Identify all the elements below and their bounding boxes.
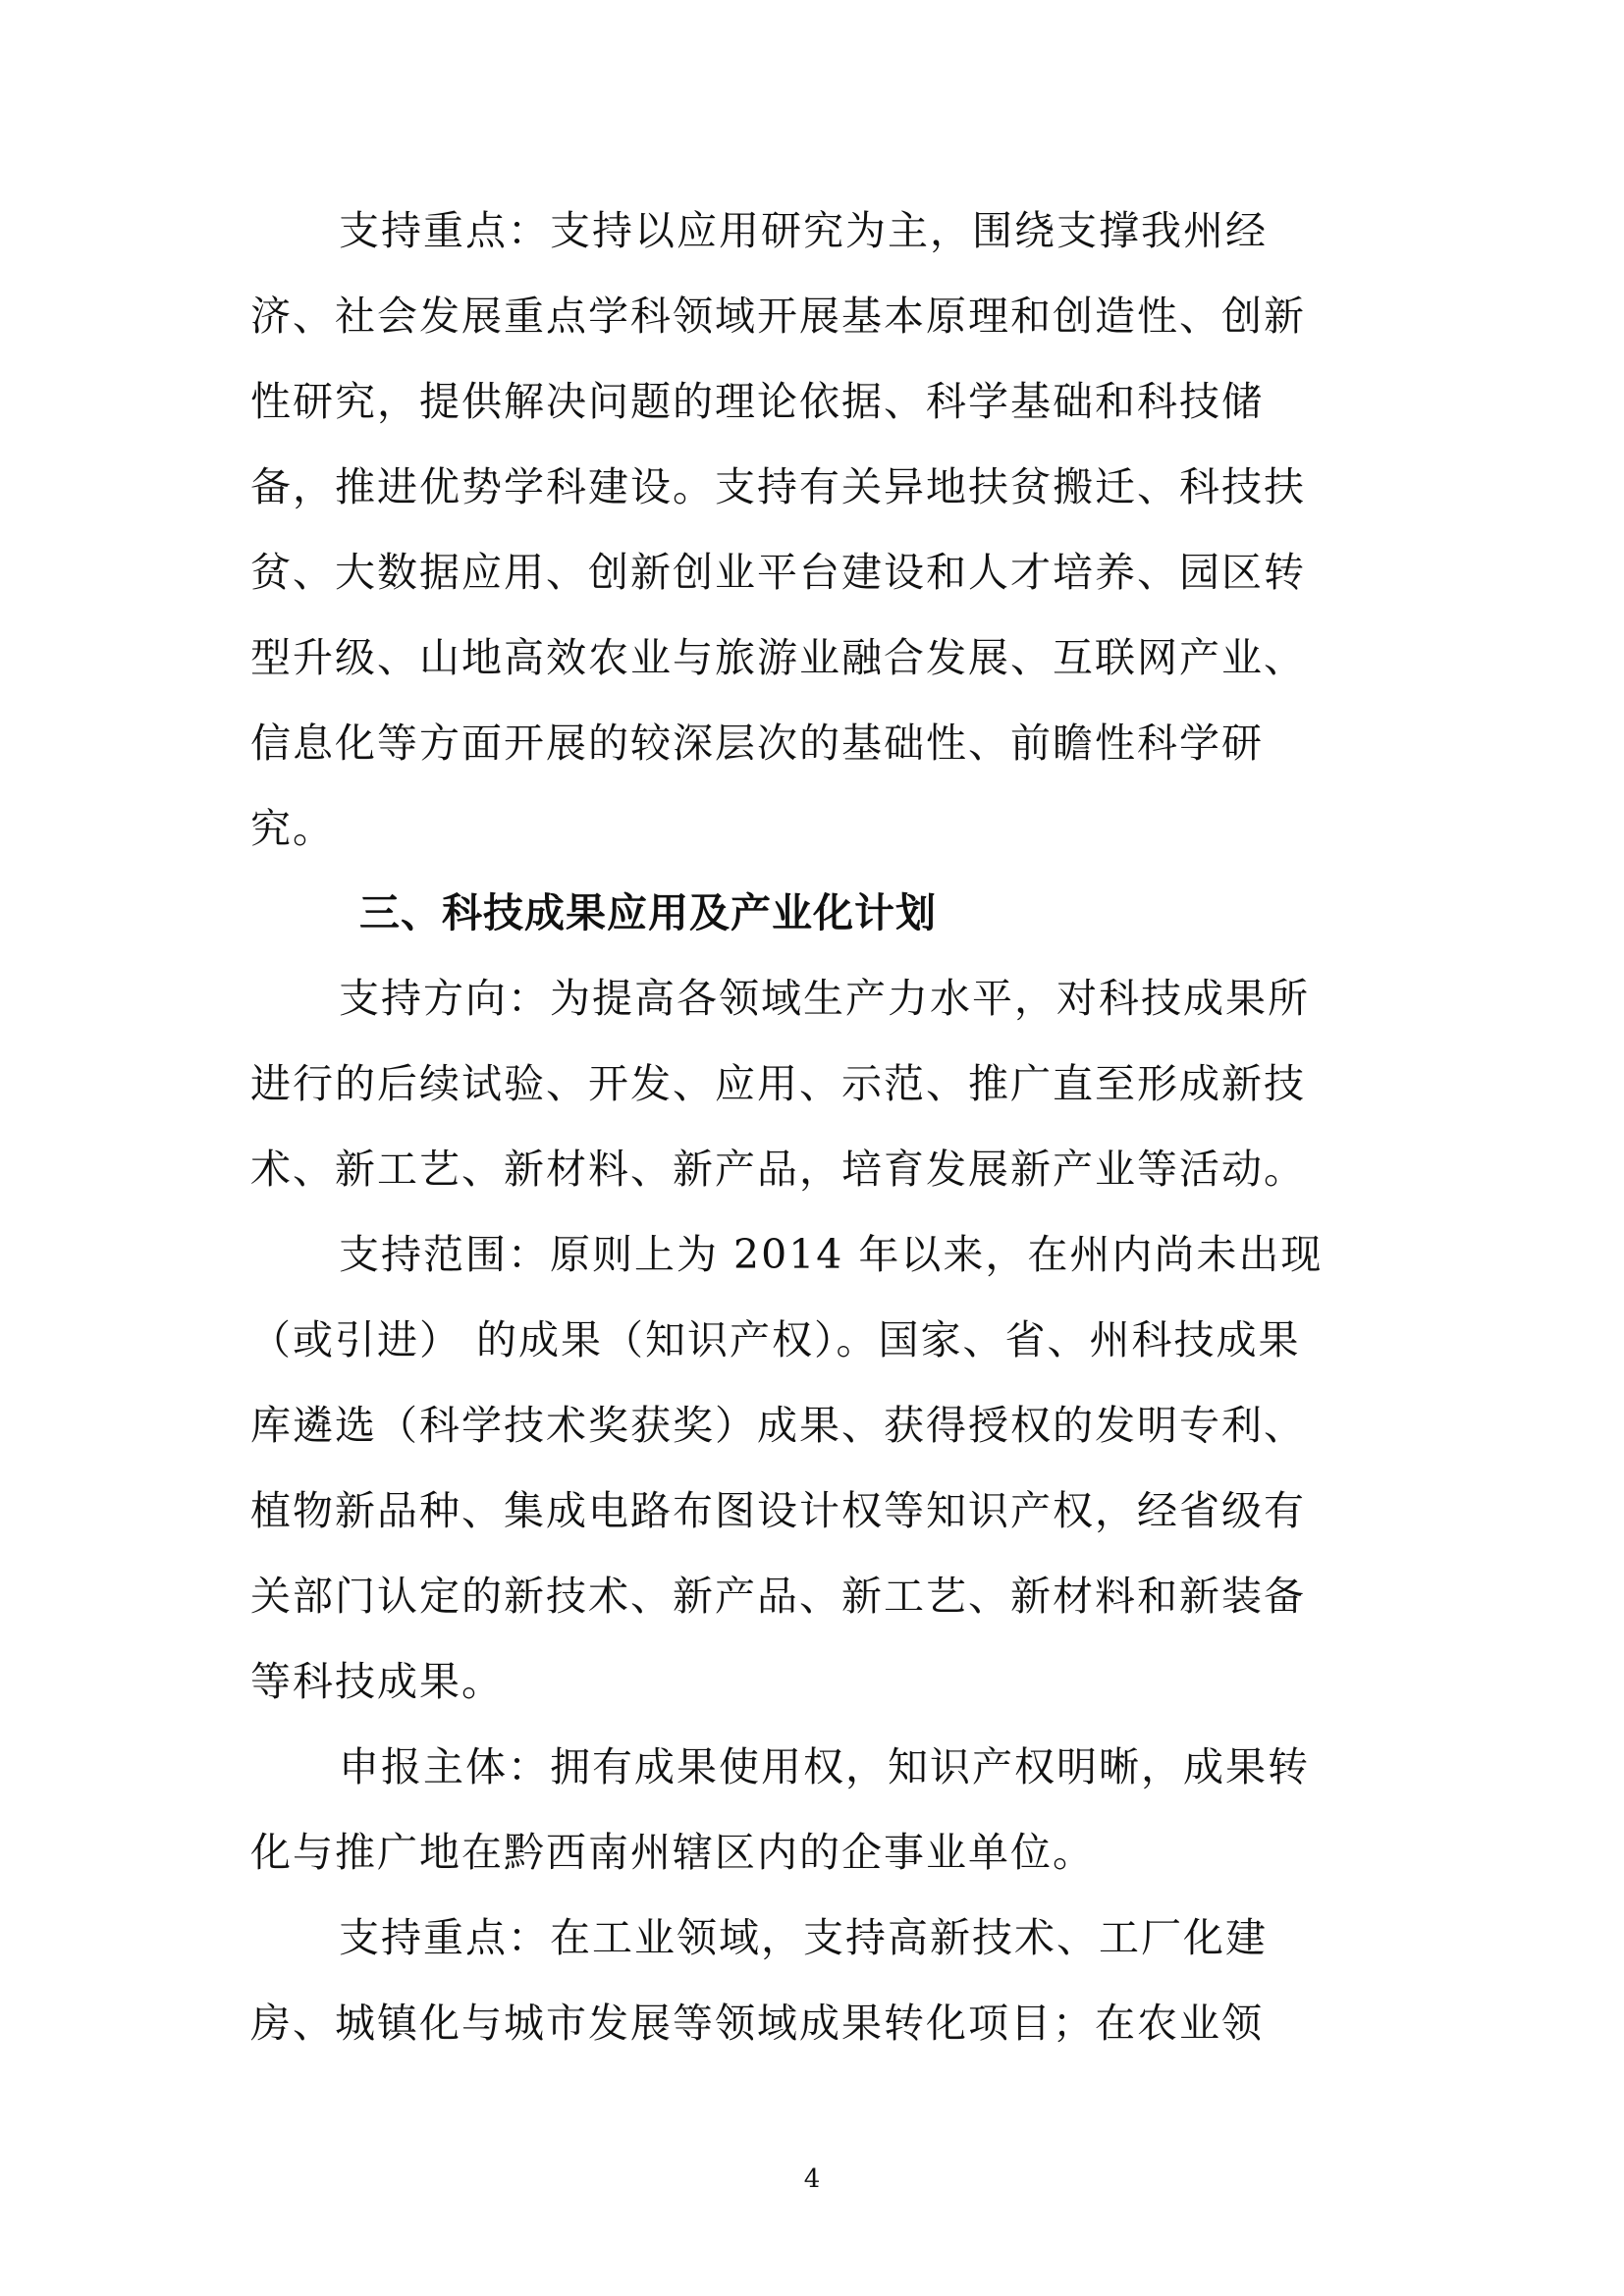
paragraph-line: 备，推进优势学科建设。支持有关异地扶贫搬迁、科技扶 <box>250 463 1306 510</box>
paragraph-line: 植物新品种、集成电路布图设计权等知识产权，经省级有 <box>250 1487 1306 1534</box>
paragraph-line: 贫、大数据应用、创新创业平台建设和人才培养、园区转 <box>250 549 1306 596</box>
paragraph-line: 济、社会发展重点学科领域开展基本原理和创造性、创新 <box>250 293 1306 340</box>
paragraph-line: 库遴选（科学技术奖获奖）成果、获得授权的发明专利、 <box>250 1402 1306 1449</box>
paragraph-line: 等科技成果。 <box>250 1658 504 1705</box>
paragraph-line: 究。 <box>250 805 335 852</box>
paragraph-line: 化与推广地在黔西南州辖区内的企事业单位。 <box>250 1829 1095 1876</box>
paragraph-line: 申报主体：拥有成果使用权，知识产权明晰，成果转 <box>339 1743 1310 1790</box>
section-heading: 三、科技成果应用及产业化计划 <box>359 889 937 936</box>
paragraph-line: 支持范围：原则上为 2014 年以来，在州内尚未出现 <box>339 1231 1324 1278</box>
paragraph-line: 性研究，提供解决问题的理论依据、科学基础和科技储 <box>250 378 1264 425</box>
paragraph-line: 进行的后续试验、开发、应用、示范、推广直至形成新技 <box>250 1060 1306 1107</box>
paragraph-line: 型升级、山地高效农业与旅游业融合发展、互联网产业、 <box>250 634 1306 681</box>
paragraph-line: （或引进） 的成果（知识产权）。国家、省、州科技成果 <box>250 1316 1301 1363</box>
paragraph-line: 术、新工艺、新材料、新产品，培育发展新产业等活动。 <box>250 1146 1306 1193</box>
paragraph-line: 房、城镇化与城市发展等领域成果转化项目；在农业领 <box>250 2000 1264 2047</box>
paragraph-line: 支持方向：为提高各领域生产力水平，对科技成果所 <box>339 975 1310 1022</box>
paragraph-line: 信息化等方面开展的较深层次的基础性、前瞻性科学研 <box>250 720 1264 767</box>
paragraph-line: 支持重点：在工业领域，支持高新技术、工厂化建 <box>339 1914 1268 1961</box>
paragraph-line: 支持重点：支持以应用研究为主，围绕支撑我州经 <box>339 207 1268 254</box>
paragraph-line: 关部门认定的新技术、新产品、新工艺、新材料和新装备 <box>250 1573 1306 1620</box>
page-number: 4 <box>803 2164 821 2194</box>
